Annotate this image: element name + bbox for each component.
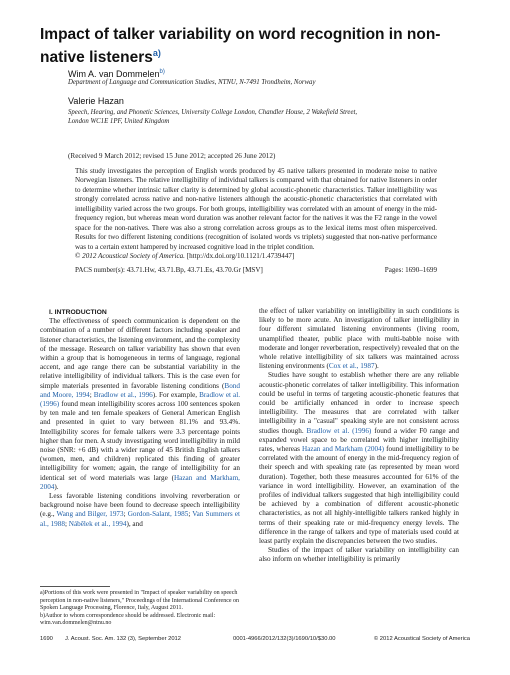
citation-link[interactable]: Bond and Moore, 1994 <box>40 381 240 399</box>
footnote-rule <box>40 586 110 587</box>
right-paragraph-3: Studies of the impact of talker variability on intelligibility can also inform on whether intelligibility is primarily <box>259 546 459 564</box>
author-1-affiliation: Department of Language and Communication Studies, NTNU, N-7491 Trondheim, Norway <box>68 79 316 86</box>
pacs-numbers: PACS number(s): 43.71.Hw, 43.71.Bp, 43.71.Es, 43.70.Gr [MSV] <box>75 266 263 274</box>
citation-link[interactable]: Cox et al., 1987 <box>328 362 375 371</box>
received-dates: (Received 9 March 2012; revised 15 June 2012; accepted 26 June 2012) <box>68 152 276 160</box>
affiliation-line: London WC1E 1PF, United Kingdom <box>68 118 170 125</box>
abstract-body: This study investigates the perception of English words produced by 45 native talkers presented in moderate noise to native Norwegian listeners. The relative intelligibility of individual talkers is compared with that obtained for native listeners in order to determine whether intrinsic talker clarity is determined by global acoustic-phonetic characteristics. Talker intelligibility was strongly correlated across native and non-native listeners although the acoustic-phonetic characteristics that correlated with intelligibility varied across the two groups. For both groups, intelligibility was correlated with an amount of energy in the mid-frequency region, but whereas mean word duration was another relevant factor for the natives it was the F2 range in the vowel space for the non-natives. There was also a strong correlation across groups as to the lexical items most often misperceived. Results for two different listening conditions (recognition of isolated words vs triplets) suggested that non-native performance was to a certain extent hampered by increased cognitive load in the triplet condition. <box>75 167 437 251</box>
author-2 <box>68 96 124 107</box>
citation-link[interactable]: Van Summers et al., 1988 <box>40 510 240 528</box>
citation-link[interactable]: Hazan and Markham (2004) <box>302 445 385 454</box>
citation-link[interactable]: Hazan and Markham, 2004 <box>40 473 240 491</box>
affiliation-line: Speech, Hearing, and Phonetic Sciences, University College London, Chandler House, 2 Wakefield Street, <box>68 109 358 116</box>
citation-link[interactable]: Bradlow et al. (1996) <box>40 390 240 409</box>
citation-link[interactable]: Gordon-Salant, 1985 <box>127 510 189 519</box>
copyright-society: 2012 Acoustical Society of America. <box>82 252 185 261</box>
author-name: Wim A. van Dommelen <box>68 69 160 79</box>
author-2-affiliation <box>68 108 468 126</box>
doi-link[interactable]: [http://dx.doi.org/10.1121/1.4739447] <box>184 252 295 261</box>
pacs-line <box>75 266 437 275</box>
right-paragraph-1: the effect of talker variability on intelligibility in such conditions is likely to be more acute. An investigation of talker intelligibility in four different simulated listening environments (living room, unamplified theater, public place with multi-babble noise with moderate and longer reverberation, respectively) revealed that on the whole relative intelligibility of six talkers was maintained across listening environments (Cox et al., 1987). <box>259 307 459 371</box>
section-heading: I. INTRODUCTION <box>49 309 107 316</box>
footnote: b)Author to whom correspondence should be addressed. Electronic mail: wim.van.dommelen@ntnu.no <box>40 612 216 627</box>
publication-code: 0001-4966/2012/132(3)/1690/10/$30.00 <box>233 636 336 642</box>
page-range: Pages: 1690–1699 <box>384 266 437 274</box>
citation-link[interactable]: Wang and Bilger, 1973 <box>56 510 124 519</box>
abstract <box>75 167 437 262</box>
left-column <box>40 308 240 529</box>
intro-paragraph-2: Less favorable listening conditions involving reverberation or background noise have been found to decrease speech intelligibility (e.g., Wang and Bilger, 1973; Gordon-Salant, 1985; Van Summers et al., 1988; Nábělek et al., 1994), and <box>40 492 240 528</box>
abstract-copyright-line: © 2012 Acoustical Society of America. [http://dx.doi.org/10.1121/1.4739447] <box>75 252 295 261</box>
page-number: 1690 <box>40 636 53 642</box>
footnote: a)Portions of this work were presented in "Impact of speaker variability on speech perception in non-native listeners," Proceedings of the International Conference on Spoken Language Processing, Florence, Italy, August 2011. <box>40 590 240 612</box>
author-name: Valerie Hazan <box>68 96 124 106</box>
footer-copyright: © 2012 Acoustical Society of America <box>373 636 470 642</box>
article-title: Impact of talker variability on word recognition in non-native listeners$^{a)}$ <box>40 26 441 67</box>
page-footer <box>40 636 470 645</box>
journal-citation: J. Acoust. Soc. Am. 132 (3), September 2012 <box>65 636 181 642</box>
author-footnote-marker[interactable]: b) <box>159 69 165 75</box>
citation-link[interactable]: Bradlow et al., 1996 <box>93 390 153 399</box>
citation-link[interactable]: Nábělek et al., 1994 <box>68 519 127 528</box>
intro-paragraph-1: The effectiveness of speech communication is dependent on the combination of a number of different factors including speaker and listener characteristics, the listening environment, and the complexity of the message. Research on talker variability has shown that even within a group that is homogeneous in terms of language, regional accent, and age range there can be substantial variability in the relative intelligibility of individual talkers. This is the case even for simple materials presented in favorable listening conditions (Bond and Moore, 1994; Bradlow et al., 1996). For example, Bradlow et al. (1996) found mean intelligibility scores across 100 sentences spoken by ten male and ten female speakers of General American English and presented in quiet to vary between 81.1% and 93.4%. Intelligibility scores for female talkers were 3.3 percentage points higher than for men. A study investigating word intelligibility in mild noise (SNR: +6 dB) with a wider range of 45 British English talkers (women, men, and children) replicated this finding of greater intelligibility for women; again, the range of intelligibility for an identical set of word materials was large (Hazan and Markham, 2004). <box>40 317 240 491</box>
citation-link[interactable]: Bradlow et al. (1996) <box>306 426 372 435</box>
right-column <box>259 307 459 565</box>
footnotes <box>40 586 240 628</box>
right-paragraph-2: Studies have sought to establish whether there are any reliable acoustic-phonetic correlates of talker intelligibility. This information could be useful in terms of targeting acoustic-phonetic features that could be artificially enhanced in order to increase speech intelligibility. The measures that are correlated with talker intelligibility in a "casual" speaking style are not consistent across studies though. Bradlow et al. (1996) found a wider F0 range and expanded vowel space to be correlated with higher intelligibility rates, whereas Hazan and Markham (2004) found intelligibility to be correlated with the amount of energy in the mid-frequency region of their speech and with speaking rate (as represented by mean word duration). Together, both these measures accounted for 61% of the variance in word intelligibility. However, an examination of the profiles of individual talkers suggested that high intelligibility could be achieved by a combination of different acoustic-phonetic characteristics, as not all highly-intelligible talkers ranked highly in terms of their speaking rate or mid-frequency energy levels. The difference in the range of talkers and type of materials used could at least partly explain the discrepancies between the two studies. <box>259 371 459 546</box>
title-footnote-marker[interactable]: a) <box>152 48 161 58</box>
